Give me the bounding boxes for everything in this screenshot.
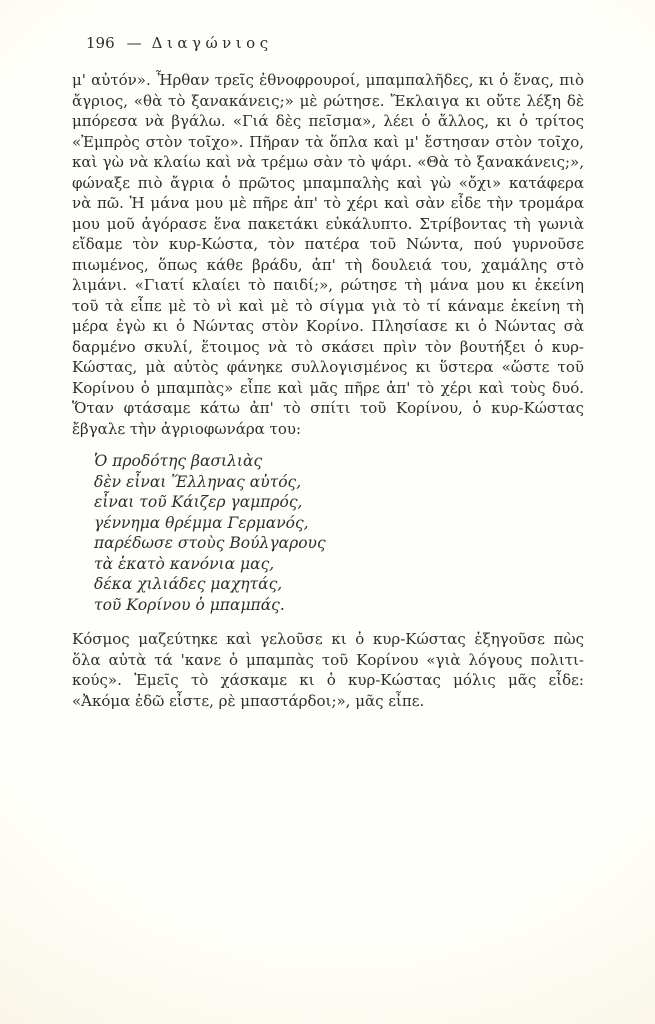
text-line: Κορίνου ὁ μπαμπὰς» εἶπε καὶ μᾶς πῆρε ἀπ' τὸ χέρι καὶ τοὺς δυό. bbox=[72, 378, 584, 397]
text-line: Κόσμος μαζεύτηκε καὶ γελοῦσε κι ὁ κυρ-Κώστας ἐξηγοῦσε πὼς bbox=[72, 630, 584, 648]
poem-block bbox=[72, 451, 584, 615]
text-line: εἴδαμε τὸν κυρ-Κώστα, τὸν πατέρα τοῦ Νώντα, πού γυρνοῦσε bbox=[72, 235, 584, 253]
poem-line: Ὁ προδότης βασιλιὰς bbox=[94, 452, 263, 470]
poem-line: δὲν εἶναι Ἕλληνας αὐτός, bbox=[94, 472, 302, 491]
text-line: ἔβγαλε τὴν ἀγριοφωνάρα του: bbox=[72, 419, 302, 438]
journal-title: Διαγώνιος bbox=[151, 34, 273, 52]
text-line: «Ἐμπρὸς στὸν τοῖχο». Πῆραν τὰ ὅπλα καὶ μ' ἔστησαν στὸν τοῖχο, bbox=[72, 132, 584, 151]
text-line: μου μοῦ ἀγόρασε ἕνα πακετάκι εὐκάλυπτο. Στρίβοντας τὴ γωνιὰ bbox=[72, 214, 584, 233]
poem-line: τοῦ Κορίνου ὁ μπαμπάς. bbox=[94, 595, 285, 614]
closing-paragraph bbox=[72, 629, 584, 711]
text-line: τοῦ τὰ εἶπε μὲ τὸ νὶ καὶ μὲ τὸ σίγμα γιὰ τὸ τί κάναμε ἐκείνη τὴ bbox=[72, 296, 584, 315]
poem-line: γέννημα θρέμμα Γερμανός, bbox=[94, 513, 309, 532]
poem-line: παρέδωσε στοὺς Βούλγαρους bbox=[94, 534, 326, 552]
text-line: Κώστας, μὰ αὐτὸς φάνηκε συλλογισμένος κι ὕστερα «ὥστε τοῦ bbox=[72, 358, 584, 376]
page-number: 196 bbox=[86, 34, 115, 52]
text-line: καὶ γὼ νὰ κλαίω καὶ νὰ τρέμω σὰν τὸ ψάρι. «Θὰ τὸ ξανακάνεις;», bbox=[72, 153, 584, 171]
header-separator: — bbox=[126, 34, 142, 52]
text-line: κούς». Ἐμεῖς τὸ χάσκαμε κι ὁ κυρ-Κώστας μόλις μᾶς εἶδε: bbox=[72, 671, 584, 689]
text-line: λιμάνι. «Γιατί κλαίει τὸ παιδί;», ρώτησε τὴ μάνα μου κι ἐκείνη bbox=[72, 276, 584, 294]
poem-line: τὰ ἑκατὸ κανόνια μας, bbox=[94, 554, 275, 573]
poem-line: δέκα χιλιάδες μαχητάς, bbox=[94, 575, 283, 593]
text-line: νὰ πῶ. Ἡ μάνα μου μὲ πῆρε ἀπ' τὸ χέρι καὶ σὰν εἶδε τὴν τρομάρα bbox=[72, 194, 584, 212]
text-line: ἄγριος, «θὰ τὸ ξανακάνεις;» μὲ ρώτησε. Ἔκλαιγα κι οὔτε λέξη δὲ bbox=[72, 91, 584, 110]
text-line: Ὅταν φτάσαμε κάτω ἀπ' τὸ σπίτι τοῦ Κορίνου, ὁ κυρ-Κώστας bbox=[72, 399, 584, 417]
text-line: ὅλα αὐτὰ τά 'κανε ὁ μπαμπὰς τοῦ Κορίνου «γιὰ λόγους πολιτι- bbox=[72, 650, 584, 669]
paragraph-continued bbox=[72, 70, 584, 439]
text-line: φώναξε πιὸ ἄγρια ὁ πρῶτος μπαμπαλὴς καὶ γὼ «ὄχι» κατάφερα bbox=[72, 173, 584, 192]
text-line: μπόρεσα νὰ βγάλω. «Γιά δὲς πεῖσμα», λέει ὁ ἄλλος, κι ὁ τρίτος bbox=[72, 112, 584, 130]
text-line: μέρα ἐγὼ κι ὁ Νώντας στὸν Κορίνο. Πλησίασε κι ὁ Νώντας σὰ bbox=[72, 317, 584, 335]
text-column bbox=[72, 33, 584, 711]
text-line: «Ἀκόμα ἐδῶ εἶστε, ρὲ μπαστάρδοι;», μᾶς εἶπε. bbox=[72, 691, 425, 710]
text-line: δαρμένο σκυλί, ἕτοιμος νὰ τὸ σκάσει πρὶν τὸν βουτήξει ὁ κυρ- bbox=[72, 337, 584, 356]
running-header bbox=[72, 33, 584, 53]
text-line: πιωμένος, ὅπως κάθε βράδυ, ἀπ' τὴ δουλειά του, χαμάλης στὸ bbox=[72, 255, 584, 274]
poem-line: εἶναι τοῦ Κάιζερ γαμπρός, bbox=[94, 493, 303, 511]
text-line: μ' αὐτόν». Ἦρθαν τρεῖς ἐθνοφρουροί, μπαμπαλῆδες, κι ὁ ἕνας, πιὸ bbox=[72, 71, 584, 89]
